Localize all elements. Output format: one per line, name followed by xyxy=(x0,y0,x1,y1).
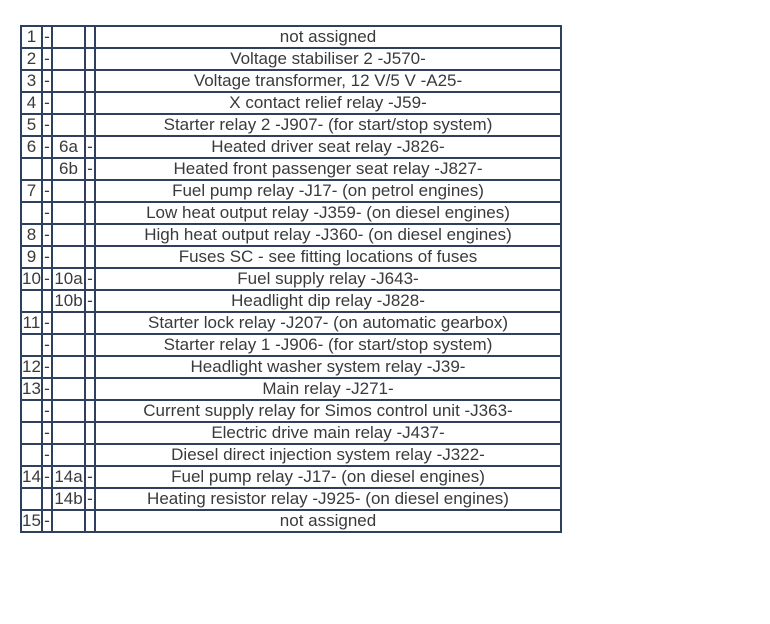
table-row xyxy=(21,400,561,422)
dash-cell xyxy=(85,378,95,400)
sub-position-cell xyxy=(52,114,85,136)
relay-number-cell xyxy=(21,444,42,466)
dash-cell xyxy=(85,510,95,532)
relay-number-cell: 13 xyxy=(22,379,41,398)
relay-description-cell: Current supply relay for Simos control unit -J363- xyxy=(95,400,561,422)
relay-description-cell: Diesel direct injection system relay -J322- xyxy=(95,444,561,466)
relay-description-cell: not assigned xyxy=(95,510,561,532)
relay-number-cell xyxy=(21,290,42,312)
relay-description-cell: X contact relief relay -J59- xyxy=(95,92,561,114)
relay-description-cell: Voltage stabiliser 2 -J570- xyxy=(95,48,561,70)
table-row xyxy=(21,488,561,510)
table-row xyxy=(21,48,561,70)
table-row xyxy=(21,356,561,378)
table-row xyxy=(21,378,561,400)
dash-cell: - xyxy=(42,92,52,114)
table-row xyxy=(21,202,561,224)
sub-position-cell xyxy=(52,356,85,378)
table-row xyxy=(21,180,561,202)
table-row xyxy=(21,158,561,180)
dash-cell: - xyxy=(85,290,95,312)
dash-cell xyxy=(85,444,95,466)
relay-description-cell: Main relay -J271- xyxy=(95,378,561,400)
relay-number-cell xyxy=(21,400,42,422)
relay-number-cell: 1 xyxy=(21,26,42,48)
sub-position-cell xyxy=(52,48,85,70)
dash-cell: - xyxy=(42,422,52,444)
dash-cell: - xyxy=(42,356,52,378)
relay-number-cell: 4 xyxy=(21,92,42,114)
sub-position-cell xyxy=(52,202,85,224)
relay-description-cell: Fuel pump relay -J17- (on petrol engines) xyxy=(95,180,561,202)
relay-description-cell: High heat output relay -J360- (on diesel engines) xyxy=(95,224,561,246)
dash-cell xyxy=(42,488,52,510)
relay-description-cell: Starter relay 2 -J907- (for start/stop system) xyxy=(95,114,561,136)
dash-cell xyxy=(85,70,95,92)
dash-cell: - xyxy=(42,268,52,290)
relay-description-cell: Fuel pump relay -J17- (on diesel engines) xyxy=(95,466,561,488)
table-row xyxy=(21,422,561,444)
dash-cell: - xyxy=(85,268,95,290)
table-row xyxy=(21,114,561,136)
table-row xyxy=(21,246,561,268)
dash-cell: - xyxy=(42,202,52,224)
dash-cell xyxy=(85,246,95,268)
relay-description-cell: not assigned xyxy=(95,26,561,48)
relay-number-cell xyxy=(21,488,42,510)
dash-cell: - xyxy=(42,48,52,70)
sub-position-cell xyxy=(52,378,85,400)
relay-number-cell: 11 xyxy=(22,313,41,332)
dash-cell xyxy=(85,92,95,114)
relay-number-cell: 6 xyxy=(21,136,42,158)
sub-position-cell xyxy=(52,26,85,48)
table-row xyxy=(21,510,561,532)
dash-cell xyxy=(85,356,95,378)
table-row xyxy=(21,334,561,356)
sub-position-cell xyxy=(52,92,85,114)
relay-description-cell: Headlight dip relay -J828- xyxy=(95,290,561,312)
dash-cell: - xyxy=(42,26,52,48)
dash-cell xyxy=(85,334,95,356)
relay-description-cell: Heated front passenger seat relay -J827- xyxy=(95,158,561,180)
sub-position-cell xyxy=(52,422,85,444)
sub-position-cell xyxy=(52,444,85,466)
dash-cell: - xyxy=(42,400,52,422)
sub-position-cell: 6b xyxy=(52,158,85,180)
dash-cell: - xyxy=(42,246,52,268)
dash-cell: - xyxy=(85,158,95,180)
relay-description-cell: Starter relay 1 -J906- (for start/stop system) xyxy=(95,334,561,356)
table-row xyxy=(21,136,561,158)
dash-cell xyxy=(85,400,95,422)
relay-number-cell: 5 xyxy=(21,114,42,136)
sub-position-cell xyxy=(52,334,85,356)
sub-position-cell xyxy=(52,180,85,202)
sub-position-cell: 6a xyxy=(52,136,85,158)
relay-number-cell: 3 xyxy=(21,70,42,92)
relay-number-cell xyxy=(21,422,42,444)
table-row xyxy=(21,26,561,48)
dash-cell: - xyxy=(42,180,52,202)
relay-table-body xyxy=(21,26,561,532)
table-row xyxy=(21,444,561,466)
table-row xyxy=(21,224,561,246)
sub-position-cell xyxy=(52,224,85,246)
dash-cell: - xyxy=(85,466,95,488)
dash-cell xyxy=(85,26,95,48)
dash-cell: - xyxy=(85,488,95,510)
sub-position-cell xyxy=(52,510,85,532)
relay-number-cell: 7 xyxy=(21,180,42,202)
table-row xyxy=(21,268,561,290)
relay-description-cell: Electric drive main relay -J437- xyxy=(95,422,561,444)
dash-cell: - xyxy=(42,378,52,400)
relay-number-cell: 14 xyxy=(22,467,41,486)
dash-cell xyxy=(85,202,95,224)
sub-position-cell: 14a xyxy=(52,466,85,488)
relay-number-cell: 10 xyxy=(22,269,41,288)
dash-cell xyxy=(85,114,95,136)
relay-number-cell: 8 xyxy=(21,224,42,246)
relay-number-cell xyxy=(21,202,42,224)
dash-cell: - xyxy=(42,136,52,158)
relay-description-cell: Fuses SC - see fitting locations of fuses xyxy=(95,246,561,268)
dash-cell xyxy=(85,180,95,202)
sub-position-cell: 10a xyxy=(52,268,85,290)
sub-position-cell: 10b xyxy=(52,290,85,312)
dash-cell: - xyxy=(42,466,52,488)
dash-cell xyxy=(85,48,95,70)
relay-number-cell: 15 xyxy=(22,511,41,530)
dash-cell xyxy=(42,158,52,180)
dash-cell xyxy=(42,290,52,312)
dash-cell: - xyxy=(85,136,95,158)
dash-cell: - xyxy=(42,312,52,334)
sub-position-cell xyxy=(52,400,85,422)
relay-description-cell: Heating resistor relay -J925- (on diesel engines) xyxy=(95,488,561,510)
dash-cell: - xyxy=(42,70,52,92)
relay-description-cell: Fuel supply relay -J643- xyxy=(95,268,561,290)
table-row xyxy=(21,92,561,114)
relay-number-cell xyxy=(21,334,42,356)
dash-cell xyxy=(85,224,95,246)
sub-position-cell xyxy=(52,70,85,92)
relay-description-cell: Low heat output relay -J359- (on diesel engines) xyxy=(95,202,561,224)
table-row xyxy=(21,290,561,312)
dash-cell xyxy=(85,312,95,334)
table-row xyxy=(21,312,561,334)
relay-number-cell: 12 xyxy=(22,357,41,376)
relay-location-table xyxy=(20,25,562,533)
relay-number-cell: 9 xyxy=(21,246,42,268)
sub-position-cell xyxy=(52,312,85,334)
relay-number-cell: 2 xyxy=(21,48,42,70)
dash-cell: - xyxy=(42,334,52,356)
sub-position-cell: 14b xyxy=(52,488,85,510)
relay-description-cell: Voltage transformer, 12 V/5 V -A25- xyxy=(95,70,561,92)
relay-description-cell: Headlight washer system relay -J39- xyxy=(95,356,561,378)
dash-cell: - xyxy=(42,510,52,532)
relay-description-cell: Starter lock relay -J207- (on automatic gearbox) xyxy=(95,312,561,334)
table-row xyxy=(21,70,561,92)
dash-cell: - xyxy=(42,224,52,246)
sub-position-cell xyxy=(52,246,85,268)
relay-description-cell: Heated driver seat relay -J826- xyxy=(95,136,561,158)
dash-cell: - xyxy=(42,444,52,466)
relay-number-cell xyxy=(21,158,42,180)
dash-cell: - xyxy=(42,114,52,136)
dash-cell xyxy=(85,422,95,444)
table-row xyxy=(21,466,561,488)
